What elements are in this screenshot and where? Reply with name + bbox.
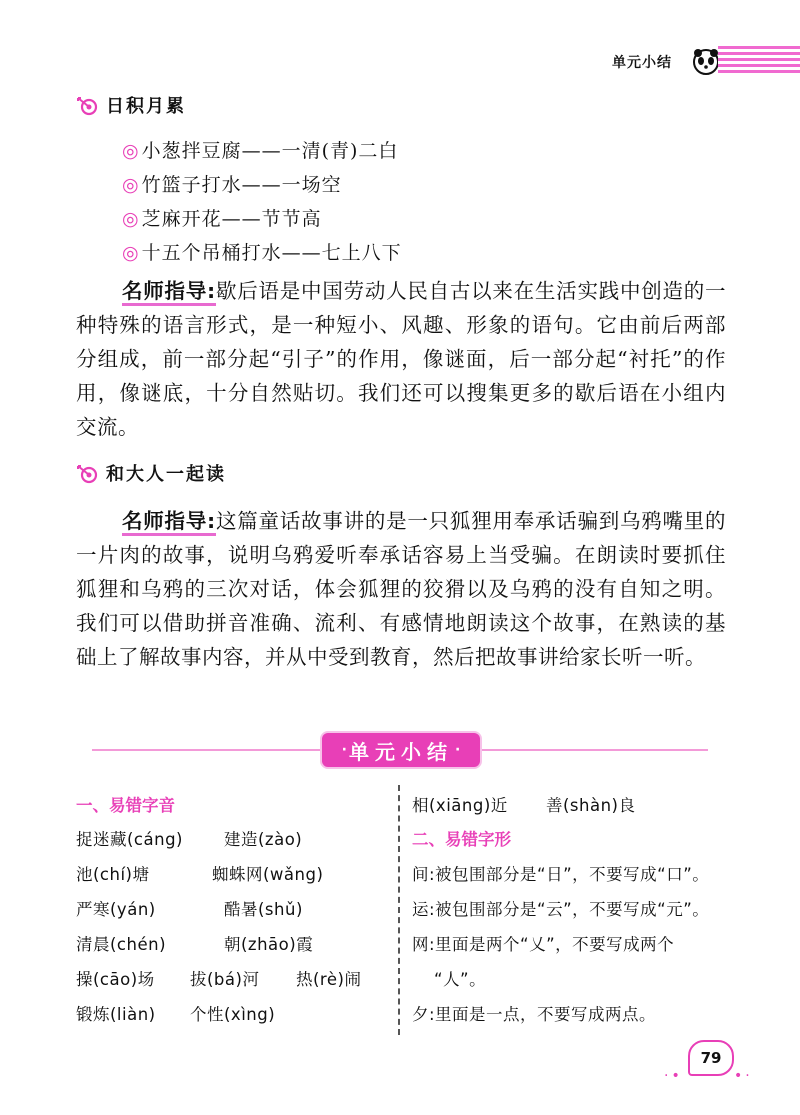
- glyph-note: 运:被包围部分是“云”，不要写成“元”。: [412, 900, 710, 919]
- pinyin-item: 锻炼(liàn): [76, 1005, 156, 1024]
- guide-text: 这篇童话故事讲的是一只狐狸用奉承话骗到乌鸦嘴里的一片肉的故事，说明乌鸦爱听奉承话容易上当受骗。在朗读时要抓住狐狸和乌鸦的三次对话，体会狐狸的狡猾以及乌鸦的没有自知之明。我们可以借助拼音准确、流利、有感情地朗读这个故事，在熟读的基础上了解故事内容，并从中受到教育，然后把故事讲给家长听一听。: [76, 509, 727, 669]
- pinyin-item: 清晨(chén): [76, 935, 167, 954]
- glyph-note: 网:里面是两个“乂”，不要写成两个: [412, 935, 675, 954]
- guide-label: 名师指导:: [122, 279, 216, 306]
- guide-paragraph-1: [76, 274, 726, 444]
- section-title: 和大人一起读: [106, 464, 226, 485]
- column-divider: [398, 785, 400, 1035]
- pinyin-item: 善(shàn)良: [546, 796, 636, 815]
- summary-banner-text: 单元小结: [349, 739, 453, 764]
- target-icon: [76, 462, 98, 484]
- glyph-note: 夕:里面是一点，不要写成两点。: [412, 1005, 657, 1024]
- guide-label: 名师指导:: [122, 509, 216, 536]
- pinyin-item: 操(cāo)场: [76, 970, 155, 989]
- summary-left-heading: 一、易错字音: [76, 796, 175, 815]
- section-title: 日积月累: [106, 96, 186, 117]
- section-heading-1: [76, 92, 186, 118]
- pinyin-item: 个性(xìng): [190, 1005, 276, 1024]
- pinyin-item: 酷暑(shǔ): [224, 900, 303, 919]
- header-label: 单元小结: [612, 55, 672, 71]
- header-stripes: [718, 46, 800, 76]
- banner-line-left: [92, 749, 322, 751]
- idiom-item: ◎ 十五个吊桶打水——七上八下: [122, 242, 402, 264]
- idiom-item: ◎ 芝麻开花——节节高: [122, 208, 322, 230]
- section-heading-2: [76, 460, 226, 486]
- pinyin-item: 相(xiāng)近: [412, 796, 508, 815]
- pinyin-item: 拔(bá)河: [190, 970, 260, 989]
- banner-line-right: [480, 749, 708, 751]
- page-number: 79: [688, 1040, 734, 1076]
- idiom-item: ◎ 竹篮子打水——一场空: [122, 174, 342, 196]
- pinyin-item: 朝(zhāo)霞: [224, 935, 314, 954]
- decor-dots: •·: [734, 1068, 753, 1084]
- pinyin-item: 蜘蛛网(wǎng): [212, 865, 324, 884]
- summary-right-heading: 二、易错字形: [412, 830, 511, 849]
- pinyin-item: 建造(zào): [224, 830, 303, 849]
- glyph-note: “人”。: [434, 970, 487, 989]
- pinyin-item: 热(rè)闹: [296, 970, 362, 989]
- guide-paragraph-2: [76, 504, 726, 674]
- guide-text: 歇后语是中国劳动人民自古以来在生活实践中创造的一种特殊的语言形式，是一种短小、风趣、形象的语句。它由前后两部分组成，前一部分起“引子”的作用，像谜面，后一部分起“衬托”的作用，像谜底，十分自然贴切。我们还可以搜集更多的歇后语在小组内交流。: [76, 279, 727, 439]
- decor-dots: ·•: [664, 1068, 683, 1084]
- target-icon: [76, 94, 98, 116]
- pinyin-item: 严寒(yán): [76, 900, 156, 919]
- glyph-note: 间:被包围部分是“日”，不要写成“口”。: [412, 865, 710, 884]
- pinyin-item: 捉迷藏(cáng): [76, 830, 183, 849]
- pinyin-item: 池(chí)塘: [76, 865, 150, 884]
- summary-banner: · 单元小结 ·: [322, 733, 480, 767]
- idiom-item: ◎ 小葱拌豆腐——一清(青)二白: [122, 140, 399, 162]
